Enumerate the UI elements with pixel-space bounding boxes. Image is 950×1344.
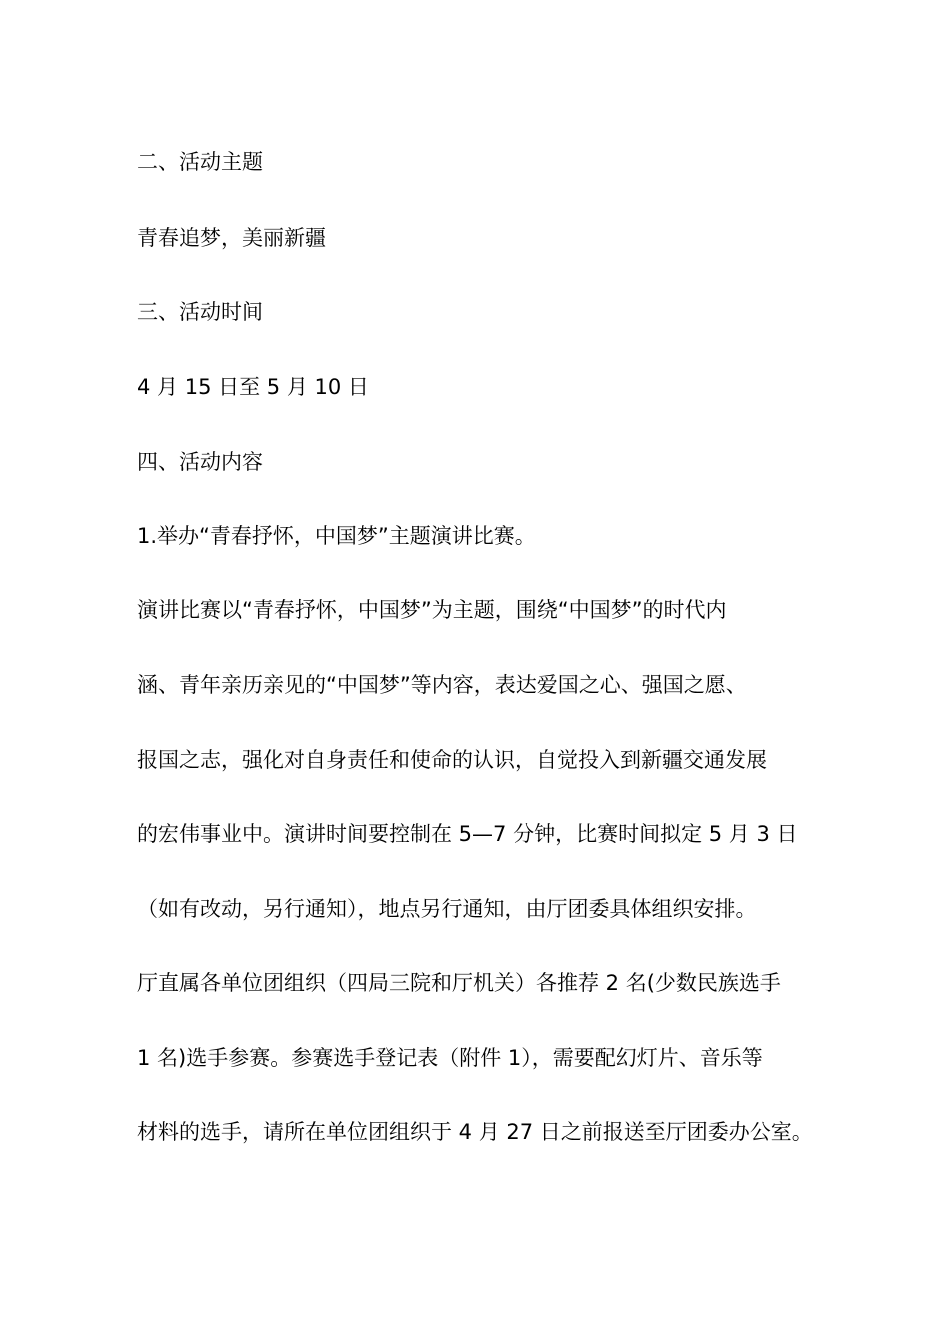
section-heading-content: 四、活动内容 — [137, 450, 263, 474]
paragraph-line: 1 名)选手参赛。参赛选手登记表（附件 1），需要配幻灯片、音乐等 — [137, 1046, 763, 1070]
paragraph-line: 的宏伟事业中。演讲时间要控制在 5—7 分钟，比赛时间拟定 5 月 3 日 — [137, 822, 798, 846]
paragraph-line: 涵、青年亲历亲见的“中国梦”等内容，表达爱国之心、强国之愿、 — [137, 673, 747, 697]
theme-text: 青春追梦，美丽新疆 — [137, 226, 326, 250]
paragraph-line: 演讲比赛以“青春抒怀，中国梦”为主题，围绕“中国梦”的时代内 — [137, 598, 727, 622]
content-item-1-heading: 1.举办“青春抒怀，中国梦”主题演讲比赛。 — [137, 524, 536, 548]
time-text: 4 月 15 日至 5 月 10 日 — [137, 375, 369, 399]
paragraph-line: （如有改动，另行通知），地点另行通知，由厅团委具体组织安排。 — [137, 897, 757, 921]
paragraph-line: 报国之志，强化对自身责任和使命的认识，自觉投入到新疆交通发展 — [137, 748, 767, 772]
paragraph-line: 材料的选手，请所在单位团组织于 4 月 27 日之前报送至厅团委办公室。 — [137, 1120, 813, 1144]
section-heading-theme: 二、活动主题 — [137, 150, 263, 174]
section-heading-time: 三、活动时间 — [137, 300, 263, 324]
paragraph-line: 厅直属各单位团组织（四局三院和厅机关）各推荐 2 名(少数民族选手 — [137, 971, 781, 995]
